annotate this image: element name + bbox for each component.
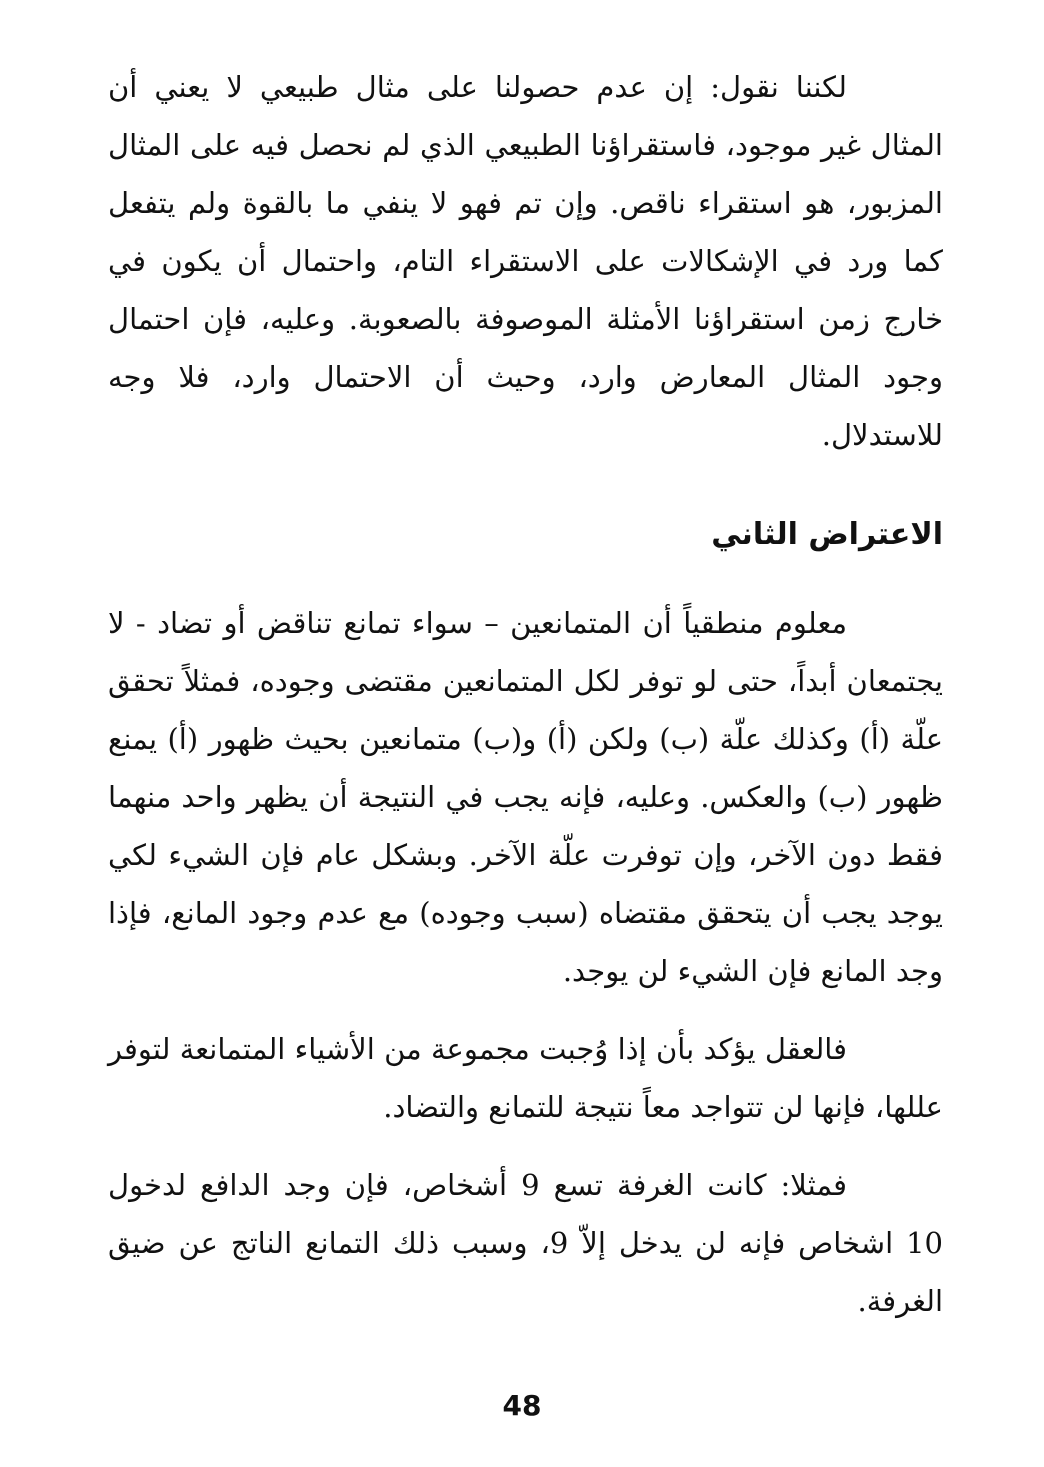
section-heading: الاعتراض الثاني <box>711 517 943 552</box>
page-number: 48 <box>502 1389 542 1422</box>
paragraph-mutual-exclusion: معلوم منطقياً أن المتمانعين – سواء تمانع تناقض أو تضاد - لا يجتمعان أبداً، حتى لو توفر لكل المتمانعين مقتضى وجوده، فمثلاً تحقق علّة (أ) وكذلك علّة (ب) ولكن (أ) و(ب) متمانعين بحيث ظهور (أ) يمنع ظهور (ب) والعكس. وعليه، فإنه يجب في النتيجة أن يظهر واحد منهما فقط دون الآخر، وإن توفرت علّة الآخر. وبشكل عام فإن الشيء لكي يوجد يجب أن يتحقق مقتضاه (سبب وجوده) مع عدم وجود المانع، فإذا وجد المانع فإن الشيء لن يوجد. <box>108 606 944 988</box>
page-body <box>108 58 943 1330</box>
paragraph-rebuttal: لكننا نقول: إن عدم حصولنا على مثال طبيعي لا يعني أن المثال غير موجود، فاستقراؤنا الطبيعي الذي لم نحصل فيه على المثال المزبور، هو استقراء ناقص. وإن تم فهو لا ينفي ما بالقوة ولم يتفعل كما ورد في الإشكالات على الاستقراء التام، واحتمال أن يكون في خارج زمن استقراؤنا الأمثلة الموصوفة بالصعوبة. وعليه، فإن احتمال وجود المثال المعارض وارد، وحيث أن الاحتمال وارد، فلا وجه للاستدلال. <box>108 70 943 452</box>
paragraph-reason: فالعقل يؤكد بأن إذا وُجبت مجموعة من الأشياء المتمانعة لتوفر عللها، فإنها لن تتواجد معاً نتيجة للتمانع والتضاد. <box>108 1032 943 1124</box>
paragraph-example: فمثلا: كانت الغرفة تسع 9 أشخاص، فإن وجد الدافع لدخول 10 اشخاص فإنه لن يدخل إلاّ 9، وسبب ذلك التمانع الناتج عن ضيق الغرفة. <box>108 1168 944 1318</box>
